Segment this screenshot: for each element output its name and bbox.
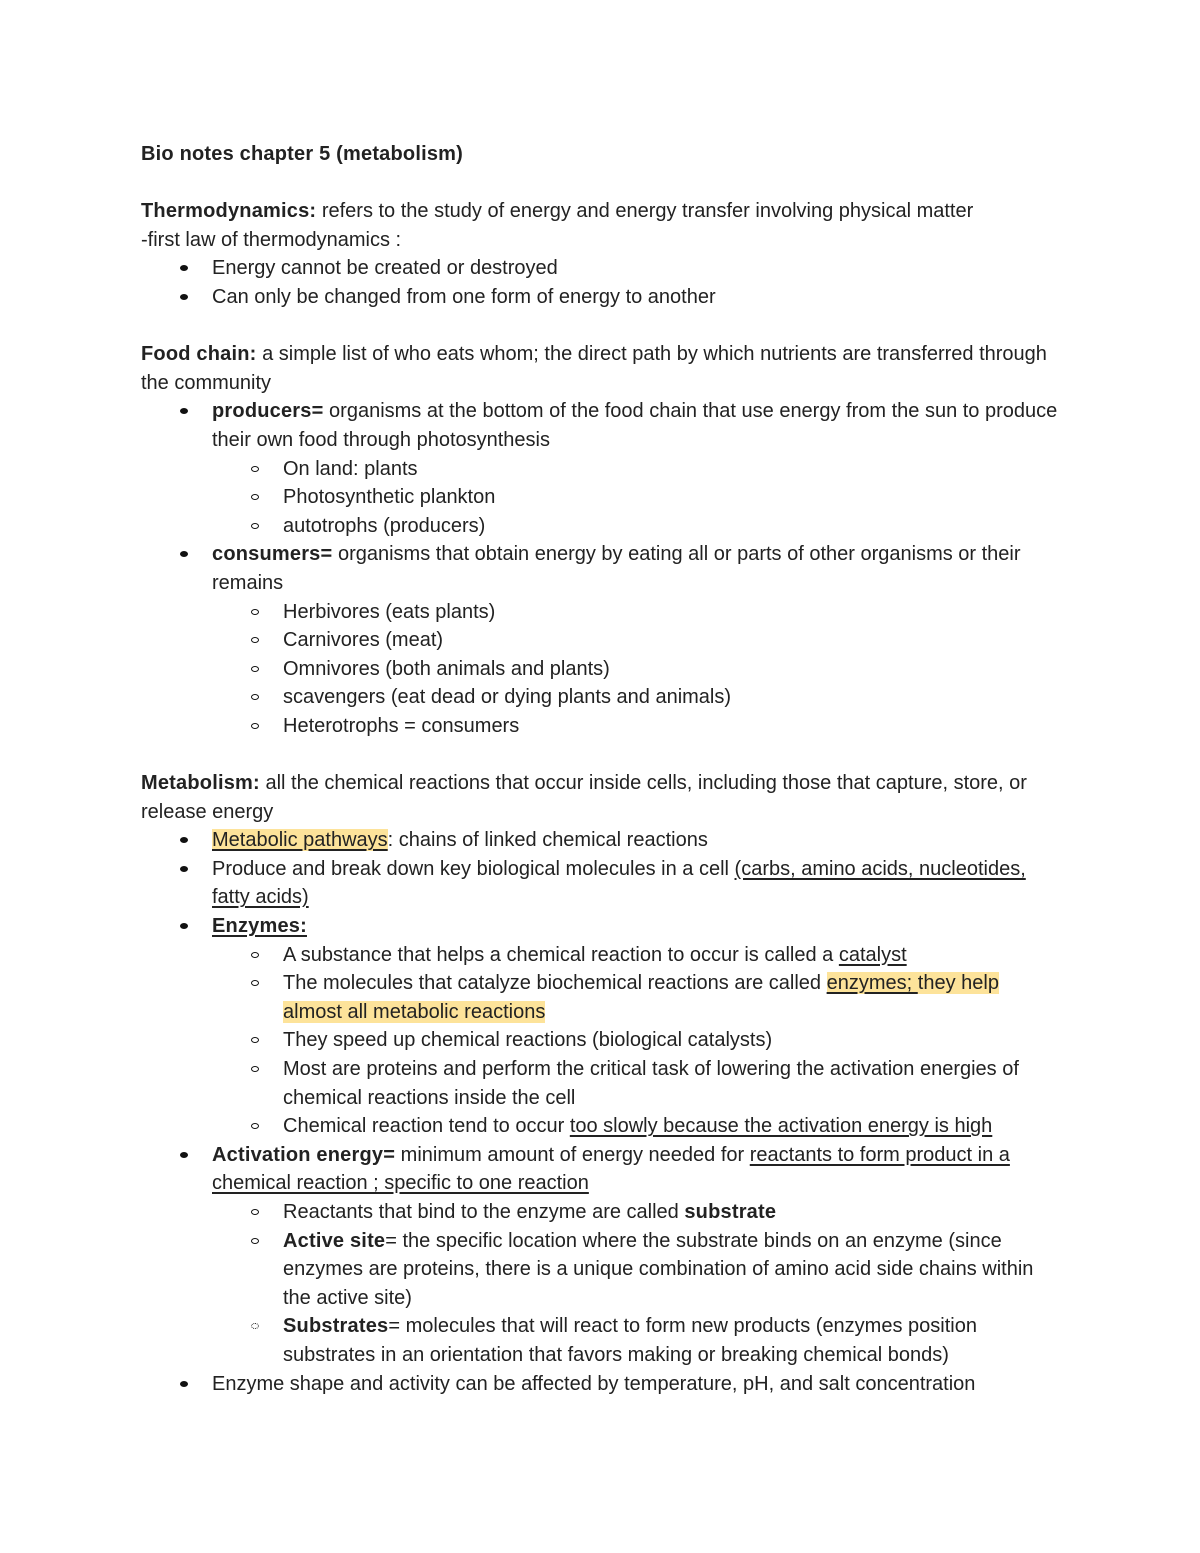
spacer [141,169,1061,198]
list-item: Heterotrophs = consumers [283,712,1061,741]
list-item: Can only be changed from one form of energy to another [212,283,1061,312]
thermodynamics-definition: refers to the study of energy and energy transfer involving physical matter [316,200,974,223]
producers-text: organisms at the bottom of the food chain that use energy from the sun to produce their own food through photosynthesis [212,400,1058,451]
metabolic-pathways-text: : chains of linked chemical reactions [387,829,708,852]
list-item: On land: plants [283,455,1061,484]
metabolism-term: Metabolism: [141,772,260,795]
producers-sublist [212,455,1061,541]
list-item: Omnivores (both animals and plants) [283,655,1061,684]
food-chain-term: Food chain: [141,343,257,366]
list-item: They speed up chemical reactions (biological catalysts) [283,1026,1061,1055]
catalyst-item [283,941,1061,970]
list-item: Carnivores (meat) [283,626,1061,655]
metabolism-definition: all the chemical reactions that occur inside cells, including those that capture, store, or release energy [141,772,1027,823]
activation-energy-underlined: reactants to form product in a chemical reaction ; specific to one reaction [212,1143,1010,1195]
catalyst-text: A substance that helps a chemical reaction to occur is called a [283,943,839,966]
list-item: Enzyme shape and activity can be affected by temperature, pH, and salt concentration [212,1370,1061,1399]
enzyme-molecules-highlight: they help almost all metabolic reactions [283,972,999,1023]
active-site-text: = the specific location where the substrate binds on an enzyme (since enzymes are proteins, there is a unique combination of amino acid side chains within the active site) [283,1229,1034,1309]
activation-energy-item [212,1141,1061,1370]
first-law-line: -first law of thermodynamics : [141,228,402,251]
list-item: Energy cannot be created or destroyed [212,254,1061,283]
active-site-term: Active site [283,1229,386,1252]
enzymes-item [212,912,1061,1141]
consumers-term: consumers= [212,543,333,566]
enzymes-term: Enzymes: [212,915,307,938]
produce-text: Produce and break down key biological molecules in a cell [212,857,735,880]
list-item: Herbivores (eats plants) [283,598,1061,627]
metabolic-pathways-term: Metabolic pathways [212,829,388,852]
slow-reaction-text: Chemical reaction tend to occur [283,1115,570,1138]
activation-energy-text: minimum amount of energy needed for [395,1143,750,1166]
activation-energy-term: Activation energy= [212,1143,396,1166]
document-title: Bio notes chapter 5 (metabolism) [141,143,464,165]
document-body [141,140,1061,1398]
spacer [141,740,1061,769]
thermodynamics-paragraph [141,197,1061,226]
spacer [141,312,1061,341]
list-item: Most are proteins and perform the critical task of lowering the activation energies of chemical reactions inside the cell [283,1055,1061,1112]
food-chain-list [141,397,1061,740]
consumers-sublist [212,598,1061,741]
metabolism-list [141,826,1061,1398]
enzymes-sublist [212,941,1061,1141]
substrate-text: Reactants that bind to the enzyme are called [283,1200,685,1223]
first-law-list [141,254,1061,311]
enzyme-molecules-text: The molecules that catalyze biochemical reactions are called [283,972,827,995]
food-chain-definition: a simple list of who eats whom; the direct path by which nutrients are transferred through the community [141,343,1047,394]
list-item: scavengers (eat dead or dying plants and animals) [283,683,1061,712]
consumers-text: organisms that obtain energy by eating all or parts of other organisms or their remains [212,543,1021,594]
slow-reaction-underlined: too slowly because the activation energy is high [569,1115,993,1138]
thermodynamics-term: Thermodynamics: [141,200,317,223]
substrate-item [283,1198,1061,1227]
list-item: autotrophs (producers) [283,512,1061,541]
substrates-item [283,1312,1061,1369]
metabolic-pathways-item [212,826,1061,855]
substrate-bold: substrate [684,1200,777,1223]
activation-sublist [212,1198,1061,1370]
list-item: Photosynthetic plankton [283,483,1061,512]
producers-term: producers= [212,400,324,423]
substrates-text: = molecules that will react to form new products (enzymes position substrates in an orientation that favors making or breaking chemical bonds) [283,1315,977,1366]
food-chain-paragraph [141,340,1061,397]
produce-item [212,855,1061,912]
slow-reaction-item [283,1112,1061,1141]
active-site-item [283,1227,1061,1313]
enzyme-molecules-item [283,969,1061,1026]
enzyme-molecules-highlight-underlined: enzymes; [826,972,918,995]
consumers-item [212,540,1061,740]
produce-underlined: (carbs, amino acids, nucleotides, fatty acids) [212,857,1026,909]
producers-item [212,397,1061,540]
metabolism-paragraph [141,769,1061,826]
catalyst-underlined: catalyst [838,943,907,966]
substrates-term: Substrates [283,1315,389,1338]
